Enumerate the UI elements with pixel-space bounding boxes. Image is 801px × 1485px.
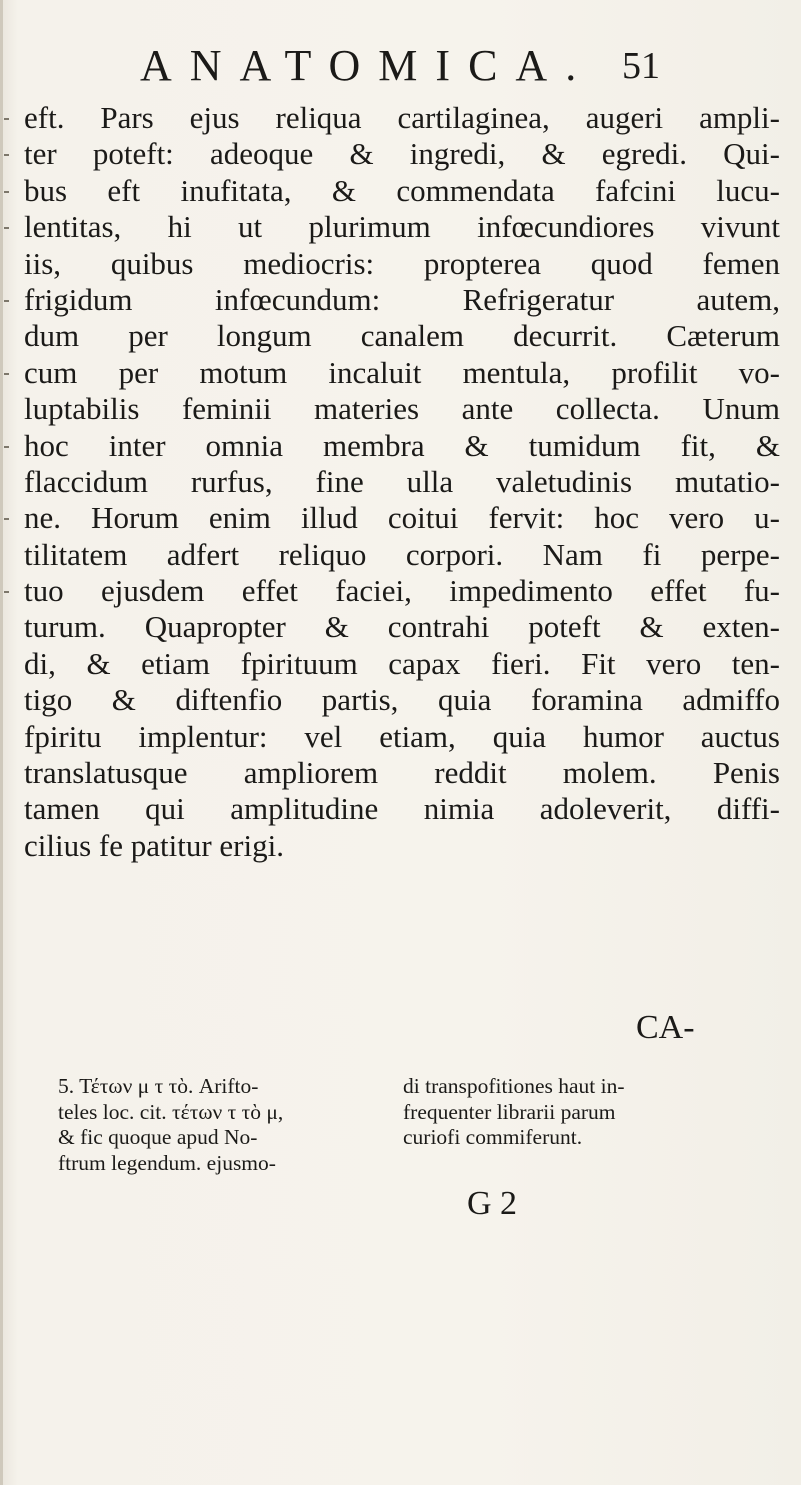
page-header [140, 30, 660, 90]
margin-tick [4, 154, 9, 156]
text-line: cilius fe patitur erigi. [24, 827, 284, 863]
text-line: iis, quibus mediocris: propterea quod femen [24, 245, 780, 281]
page-number: 51 [622, 45, 660, 87]
text-line: eft. Pars ejus reliqua cartilaginea, augeri ampli- [24, 100, 780, 135]
footnote-line: ftrum legendum. ejusmo- [58, 1150, 276, 1175]
text-line: di, & etiam fpirituum capax fieri. Fit vero ten- [24, 645, 780, 681]
footnote-line: teles loc. cit. τέτων τ τὸ μ, [58, 1099, 284, 1124]
text-line: hoc inter omnia membra & tumidum fit, & [24, 427, 780, 463]
margin-ticks [4, 118, 10, 678]
text-line: frigidum infœcundum: Refrigeratur autem, [24, 281, 780, 317]
margin-tick [4, 227, 9, 229]
footnote-line: frequenter librarii parum [403, 1099, 616, 1124]
text-line: tilitatem adfert reliquo corpori. Nam fi perpe- [24, 536, 780, 572]
margin-tick [4, 518, 9, 520]
text-line: ne. Horum enim illud coitui fervit: hoc vero u- [24, 500, 780, 536]
text-line: lentitas, hi ut plurimum infœcundiores vivunt [24, 209, 780, 245]
text-line: ter poteft: adeoque & ingredi, & egredi. Qui- [24, 136, 780, 172]
text-line: dum per longum canalem decurrit. Cæterum [24, 318, 780, 354]
signature-mark: G 2 [467, 1185, 518, 1222]
margin-tick [4, 446, 9, 448]
text-line: tuo ejusdem effet faciei, impedimento effet fu- [24, 573, 780, 609]
footnote-line: & fic quoque apud No- [58, 1125, 258, 1149]
running-head: ANATOMICA. [140, 41, 595, 90]
binding-gutter [0, 0, 3, 1485]
text-line: tamen qui amplitudine nimia adoleverit, diffi- [24, 791, 780, 827]
footnote-column-right [403, 1074, 783, 1151]
text-line: fpiritu implentur: vel etiam, quia humor auctus [24, 718, 780, 754]
text-line: turum. Quapropter & contrahi poteft & exten- [24, 609, 780, 645]
text-line: translatusque ampliorem reddit molem. Penis [24, 755, 780, 791]
margin-tick [4, 591, 9, 593]
margin-tick [4, 118, 9, 120]
margin-tick [4, 373, 9, 375]
catchword: CA- [636, 1009, 695, 1046]
margin-tick [4, 191, 9, 193]
text-line: luptabilis feminii materies ante collecta. Unum [24, 391, 780, 427]
text-line: bus eft inufitata, & commendata fafcini lucu- [24, 172, 780, 208]
footnote-line: di transpofitiones haut in- [403, 1074, 625, 1098]
text-line: flaccidum rurfus, fine ulla valetudinis mutatio- [24, 463, 780, 499]
text-line: tigo & diftenfio partis, quia foramina admiffo [24, 682, 780, 718]
footnote-line: 5. Τέτων μ τ τὸ. Arifto- [58, 1074, 259, 1098]
margin-tick [4, 300, 9, 302]
footnote-column-left [58, 1074, 388, 1176]
body-text [24, 100, 780, 864]
text-line: cum per motum incaluit mentula, profilit vo- [24, 354, 780, 390]
footnote-line: curiofi commiferunt. [403, 1125, 583, 1149]
